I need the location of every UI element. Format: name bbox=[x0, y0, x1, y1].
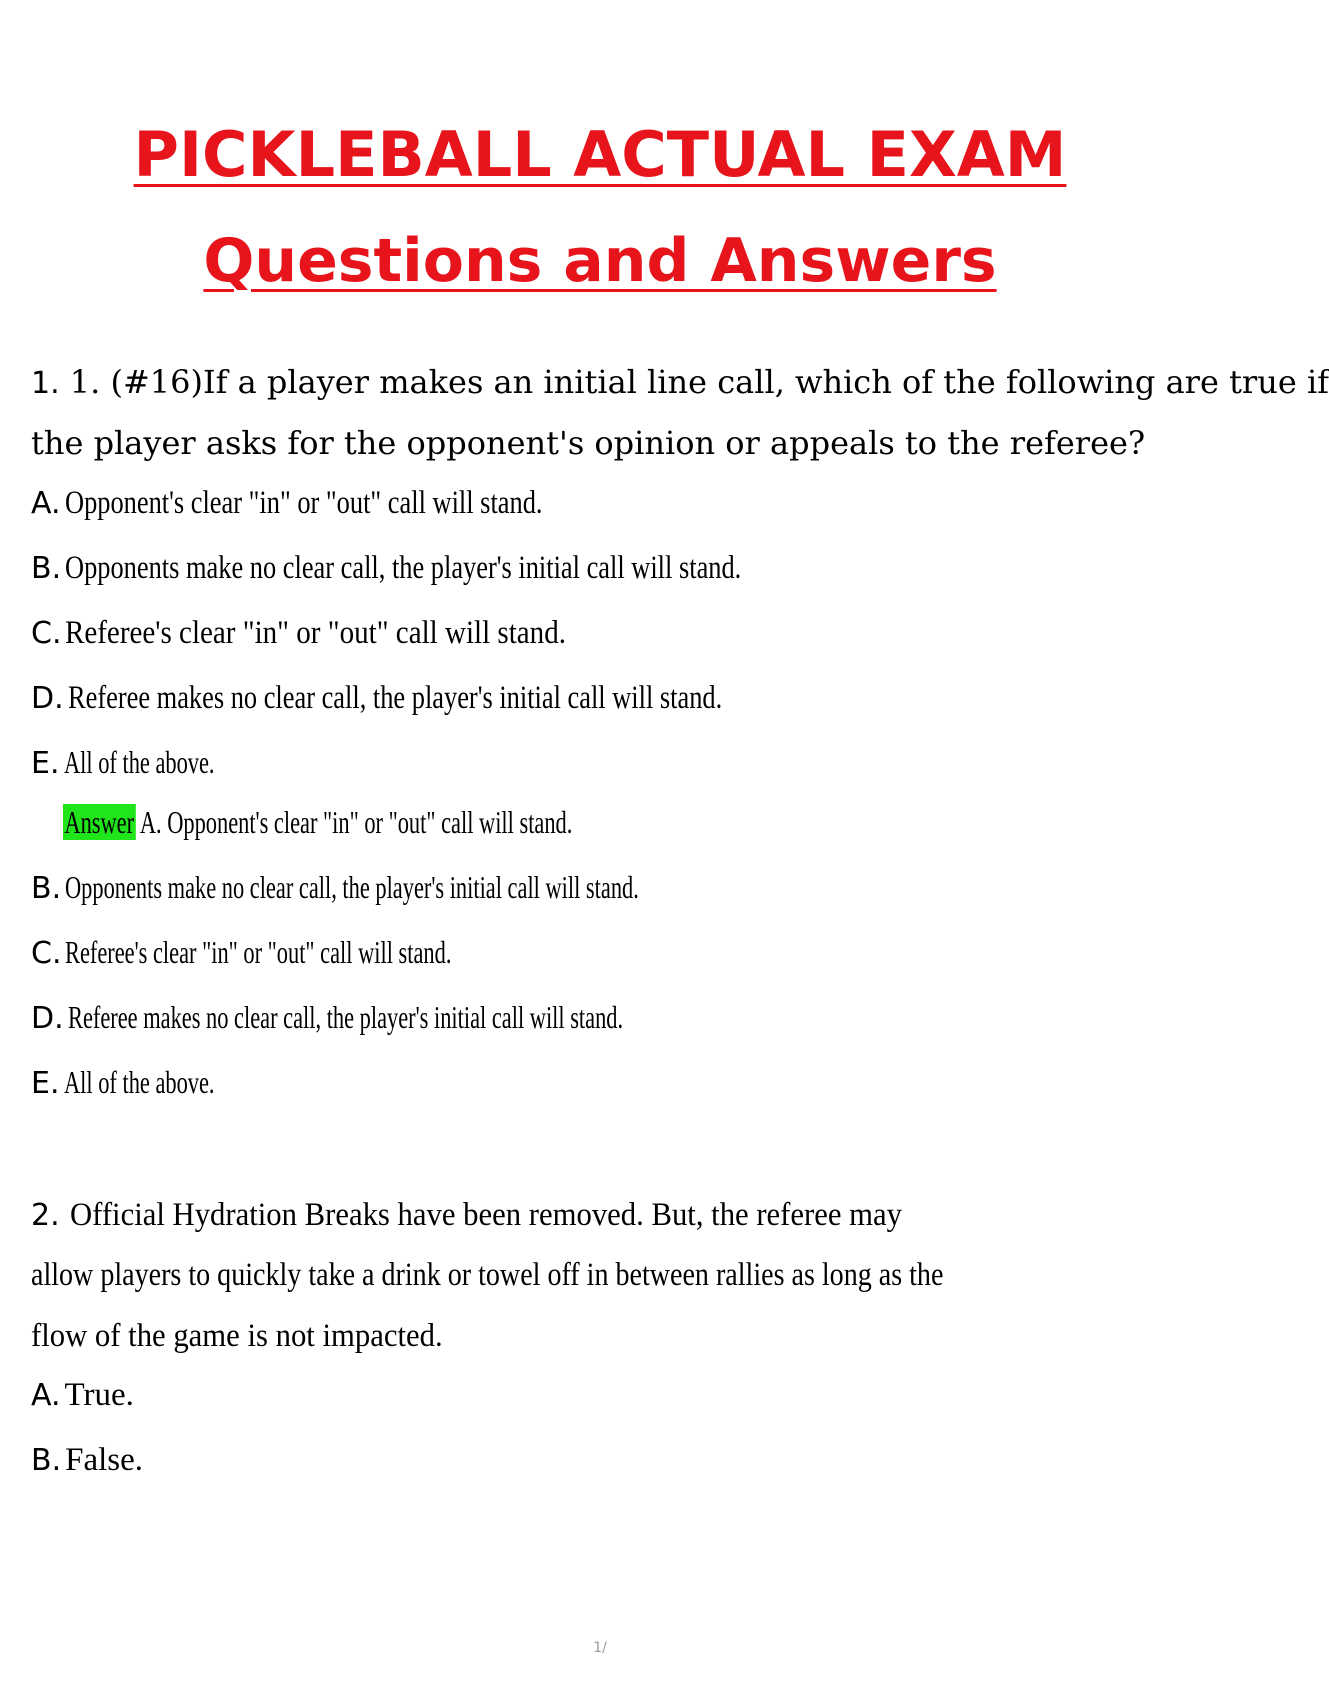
option-letter: C. bbox=[31, 936, 62, 971]
question-1-option-c bbox=[31, 613, 635, 652]
option-letter: D. bbox=[31, 1001, 64, 1036]
question-1-option-e bbox=[31, 743, 279, 781]
option-letter: D. bbox=[31, 681, 64, 716]
question-text: 1. (#16)If a player makes an initial line call, which of the following are true if bbox=[69, 363, 1329, 401]
answer-option-d bbox=[31, 998, 861, 1036]
question-1-text-line-2: the player asks for the opponent's opinion or appeals to the referee? bbox=[31, 424, 1146, 462]
option-letter: A. bbox=[31, 1378, 61, 1413]
question-2-option-b bbox=[31, 1440, 143, 1479]
option-letter: A. bbox=[31, 486, 61, 521]
option-text: Opponents make no clear call, the player's initial call will stand. bbox=[65, 869, 639, 905]
option-letter: B. bbox=[31, 551, 62, 586]
option-text: True. bbox=[64, 1377, 134, 1413]
question-1-option-a bbox=[31, 483, 661, 522]
question-1-text-line-1 bbox=[31, 363, 1329, 401]
option-letter: B. bbox=[31, 1443, 62, 1478]
question-2-text-line-1 bbox=[31, 1195, 964, 1234]
question-1-option-d bbox=[31, 678, 885, 717]
question-1-answer bbox=[63, 803, 791, 841]
option-text: Referee's clear "in" or "out" call will stand. bbox=[65, 934, 452, 970]
question-1-option-b bbox=[31, 548, 910, 587]
option-text: Referee makes no clear call, the player's initial call will stand. bbox=[67, 680, 722, 716]
answer-label: Answer bbox=[64, 804, 135, 840]
question-text: Official Hydration Breaks have been removed. But, the referee may bbox=[69, 1197, 902, 1233]
option-text: Referee's clear "in" or "out" call will stand. bbox=[65, 615, 567, 651]
option-text: All of the above. bbox=[63, 744, 215, 780]
option-letter: B. bbox=[31, 871, 62, 906]
option-text: Opponent's clear "in" or "out" call will stand. bbox=[64, 485, 543, 521]
question-2-option-a bbox=[31, 1375, 134, 1414]
question-number: 2. bbox=[31, 1198, 60, 1233]
answer-option-e bbox=[31, 1063, 279, 1101]
option-text: All of the above. bbox=[63, 1064, 215, 1100]
option-letter: E. bbox=[31, 1066, 60, 1101]
page-number: 1/ bbox=[593, 1640, 607, 1656]
answer-text: A. Opponent's clear "in" or "out" call will stand. bbox=[139, 804, 573, 840]
option-text: Referee makes no clear call, the player's initial call will stand. bbox=[67, 999, 623, 1035]
answer-option-c bbox=[31, 933, 618, 971]
question-2-text-line-3: flow of the game is not impacted. bbox=[31, 1318, 443, 1354]
document-subtitle: Questions and Answers bbox=[203, 226, 997, 296]
answer-option-b bbox=[31, 868, 885, 906]
option-letter: C. bbox=[31, 616, 62, 651]
document-title: PICKLEBALL ACTUAL EXAM bbox=[133, 118, 1067, 191]
option-letter: E. bbox=[31, 746, 60, 781]
option-text: False. bbox=[65, 1442, 144, 1478]
question-2-text-line-2: allow players to quickly take a drink or towel off in between rallies as long as the bbox=[31, 1257, 944, 1293]
option-text: Opponents make no clear call, the player's initial call will stand. bbox=[65, 550, 742, 586]
question-number: 1. bbox=[31, 366, 60, 401]
